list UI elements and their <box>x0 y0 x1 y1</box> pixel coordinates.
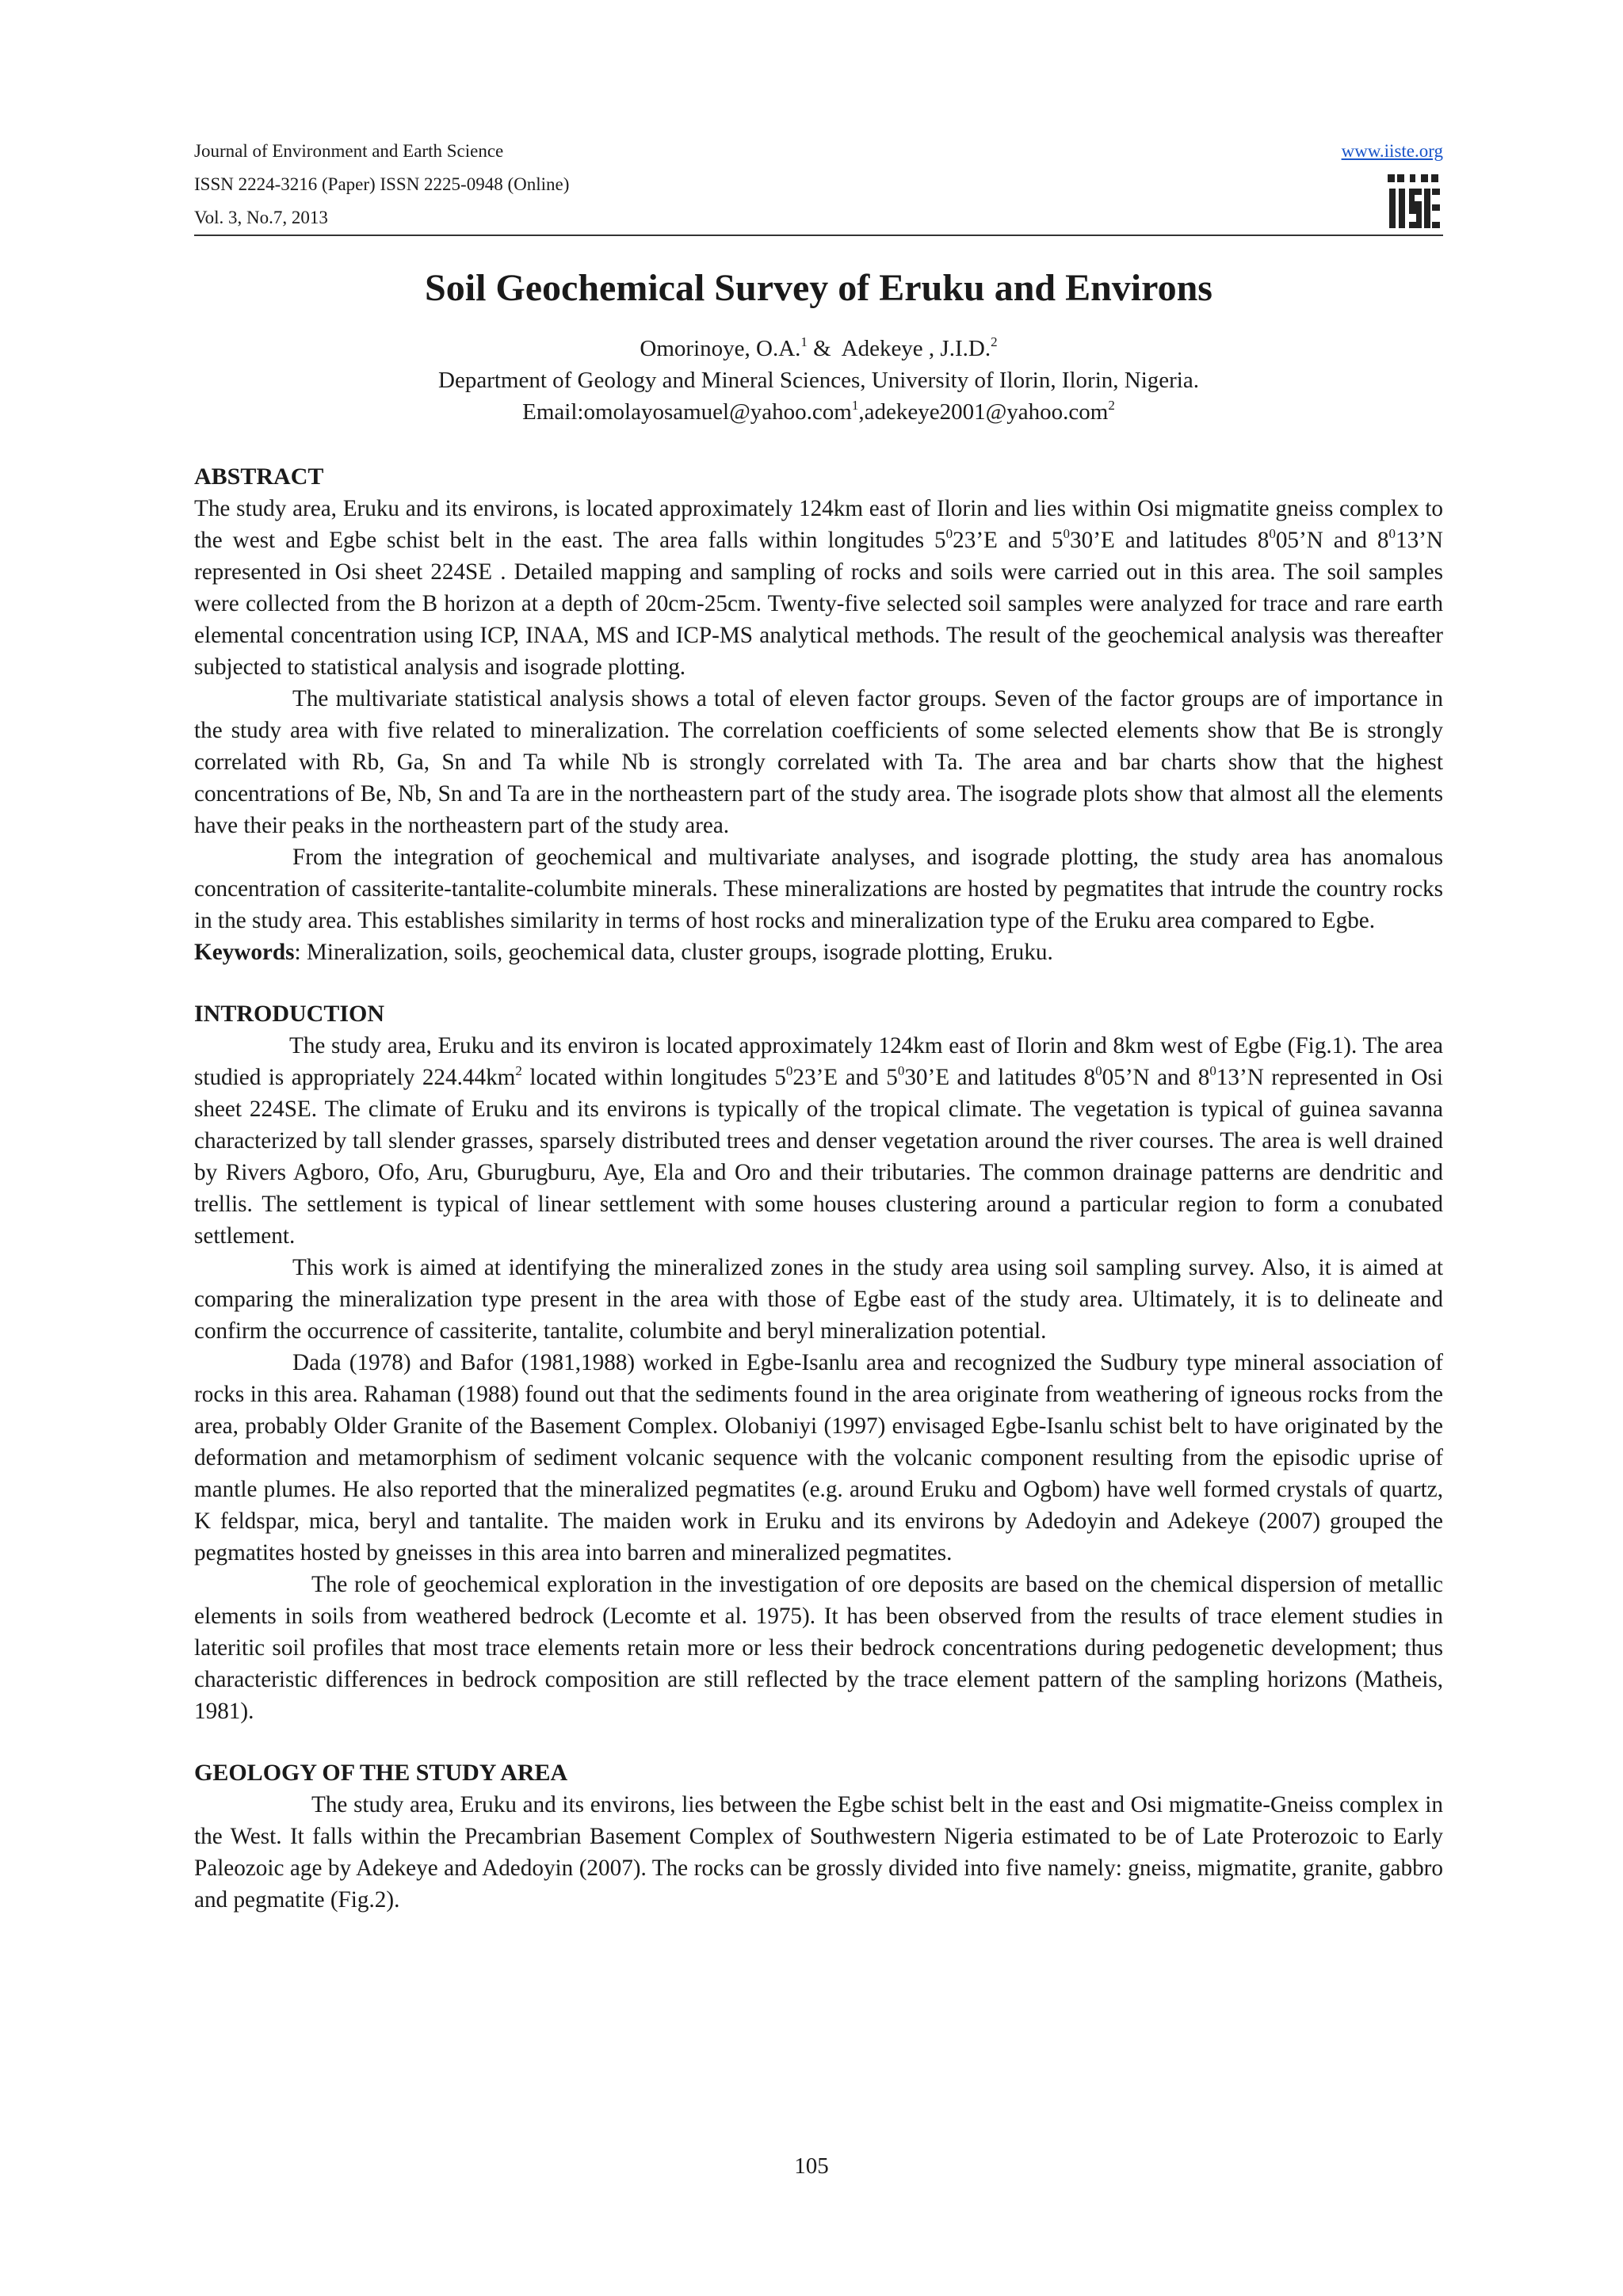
author-emails <box>194 396 1443 428</box>
keywords-list: : Mineralization, soils, geochemical data, cluster groups, isograde plotting, Eruku. <box>294 940 1053 965</box>
author-2-affil-mark: 2 <box>991 334 998 349</box>
introduction-paragraph-1: The study area, Eruku and its environ is located approximately 124km east of Ilorin and 8km west of Egbe (Fig.1). The area studied is appropriately $224.44km^2$ located within longitudes $5^023’E$ and $5^030’E$ and latitudes $8^005’N$ and $8^013’N$ represented in Osi sheet 224SE. The climate of Eruku and its environs is typically of the tropical climate. The vegetation is typical of guinea savanna characterized by tall slender grasses, sparsely distributed trees and denser vegetation around the river courses. The area is well drained by Rivers Agboro, Ofo, Aru, Gburugburu, Aye, Ela and Oro and their tributaries. The common drainage patterns are dendritic and trellis. The settlement is typical of linear settlement with some houses clustering around a particular region to form a conubated settlement. <box>194 1033 1443 1249</box>
journal-volume: Vol. 3, No.7, 2013 <box>194 208 328 227</box>
introduction-heading: INTRODUCTION <box>194 1001 385 1027</box>
abstract-paragraph-3: From the integration of geochemical and multivariate analyses, and isograde plotting, the study area has anomalous concentration of cassiterite-tantalite-columbite minerals. These mineralizations are hosted by pegmatites that intrude the country rocks in the study area. This establishes similarity in terms of host rocks and mineralization type of the Eruku area compared to Egbe. <box>194 845 1443 933</box>
paper-title: Soil Geochemical Survey of Eruku and Environs <box>425 267 1212 309</box>
introduction-paragraph-3: Dada (1978) and Bafor (1981,1988) worked in Egbe-Isanlu area and recognized the Sudbury type mineral association of rocks in this area. Rahaman (1988) found out that the sediments found in the area originate from weathering of igneous rocks from the area, probably Older Granite of the Basement Complex. Olobaniyi (1997) envisaged Egbe-Isanlu schist belt to have originated by the deformation and metamorphism of sediment volcanic sequence with the volcanic component resulting from the episodic uprise of mantle plumes. He also reported that the mineralized pegmatites (e.g. around Eruku and Ogbom) have well formed crystals of quartz, K feldspar, mica, beryl and tantalite. The maiden work in Eruku and its environs by Adedoyin and Adekeye (2007) grouped the pegmatites hosted by gneisses in this area into barren and mineralized pegmatites. <box>194 1350 1443 1566</box>
email-1: Email:omolayosamuel@yahoo.com <box>522 399 852 425</box>
author-1: Omorinoye, O.A. <box>640 336 801 361</box>
journal-issn: ISSN 2224-3216 (Paper) ISSN 2225-0948 (Online) <box>194 174 570 194</box>
author-2: Adekeye , J.I.D. <box>841 336 991 361</box>
introduction-paragraph-4: The role of geochemical exploration in the investigation of ore deposits are based on the chemical dispersion of metallic elements in soils from weathered bedrock (Lecomte et al. 1975). It has been observed from the results of trace element studies in lateritic soil profiles that most trace elements retain more or less their bedrock concentrations during pedogenetic development; thus characteristic differences in bedrock composition are still reflected by the trace element pattern of the sampling horizons (Matheis, 1981). <box>194 1572 1443 1724</box>
journal-header <box>194 135 1443 236</box>
email-2-mark: 2 <box>1108 398 1115 413</box>
page <box>194 135 1443 1916</box>
keywords <box>194 936 1443 968</box>
iiste-logo <box>1386 173 1442 230</box>
journal-url-link[interactable]: www.iiste.org <box>1341 141 1443 161</box>
page-number: 105 <box>794 2153 829 2179</box>
author-1-affil-mark: 1 <box>800 334 808 349</box>
abstract-heading: ABSTRACT <box>194 463 324 490</box>
abstract-paragraph-1: The study area, Eruku and its environs, is located approximately 124km east of Ilorin and lies within Osi migmatite gneiss complex to the west and Egbe schist belt in the east. The area falls within longitudes $5^023’E$ and $5^030’E$ and latitudes $8^005’N$ and $8^013’N$ represented in Osi sheet 224SE . Detailed mapping and sampling of rocks and soils were carried out in this area. The soil samples were collected from the B horizon at a depth of 20cm-25cm. Twenty-five selected soil samples were analyzed for trace and rare earth elemental concentration using ICP, INAA, MS and ICP-MS analytical methods. The result of the geochemical analysis was thereafter subjected to statistical analysis and isograde plotting. <box>194 496 1443 680</box>
affiliation: Department of Geology and Mineral Sciences, University of Ilorin, Ilorin, Nigeria. <box>438 368 1199 393</box>
author-list <box>194 333 1443 364</box>
email-2: ,adekeye2001@yahoo.com <box>858 399 1109 425</box>
keywords-label: Keywords <box>194 940 295 965</box>
email-1-mark: 1 <box>851 398 859 413</box>
journal-name: Journal of Environment and Earth Science <box>194 141 504 161</box>
author-separator: & <box>807 336 842 361</box>
abstract-paragraph-2: The multivariate statistical analysis shows a total of eleven factor groups. Seven of the factor groups are of importance in the study area with five related to mineralization. The correlation coefficients of some selected elements show that Be is strongly correlated with Rb, Ga, Sn and Ta while Nb is strongly correlated with Ta. The area and bar charts show that the highest concentrations of Be, Nb, Sn and Ta are in the northeastern part of the study area. The isograde plots show that almost all the elements have their peaks in the northeastern part of the study area. <box>194 686 1443 838</box>
geology-heading: GEOLOGY OF THE STUDY AREA <box>194 1760 568 1786</box>
introduction-paragraph-2: This work is aimed at identifying the mineralized zones in the study area using soil sampling survey. Also, it is aimed at comparing the mineralization type present in the area with those of Egbe east of the study area. Ultimately, it is to delineate and confirm the occurrence of cassiterite, tantalite, columbite and beryl mineralization potential. <box>194 1255 1443 1344</box>
geology-paragraph-1: The study area, Eruku and its environs, lies between the Egbe schist belt in the east and Osi migmatite-Gneiss complex in the West. It falls within the Precambrian Basement Complex of Southwestern Nigeria estimated to be of Late Proterozoic to Early Paleozoic age by Adekeye and Adedoyin (2007). The rocks can be grossly divided into five namely: gneiss, migmatite, granite, gabbro and pegmatite (Fig.2). <box>194 1792 1443 1913</box>
